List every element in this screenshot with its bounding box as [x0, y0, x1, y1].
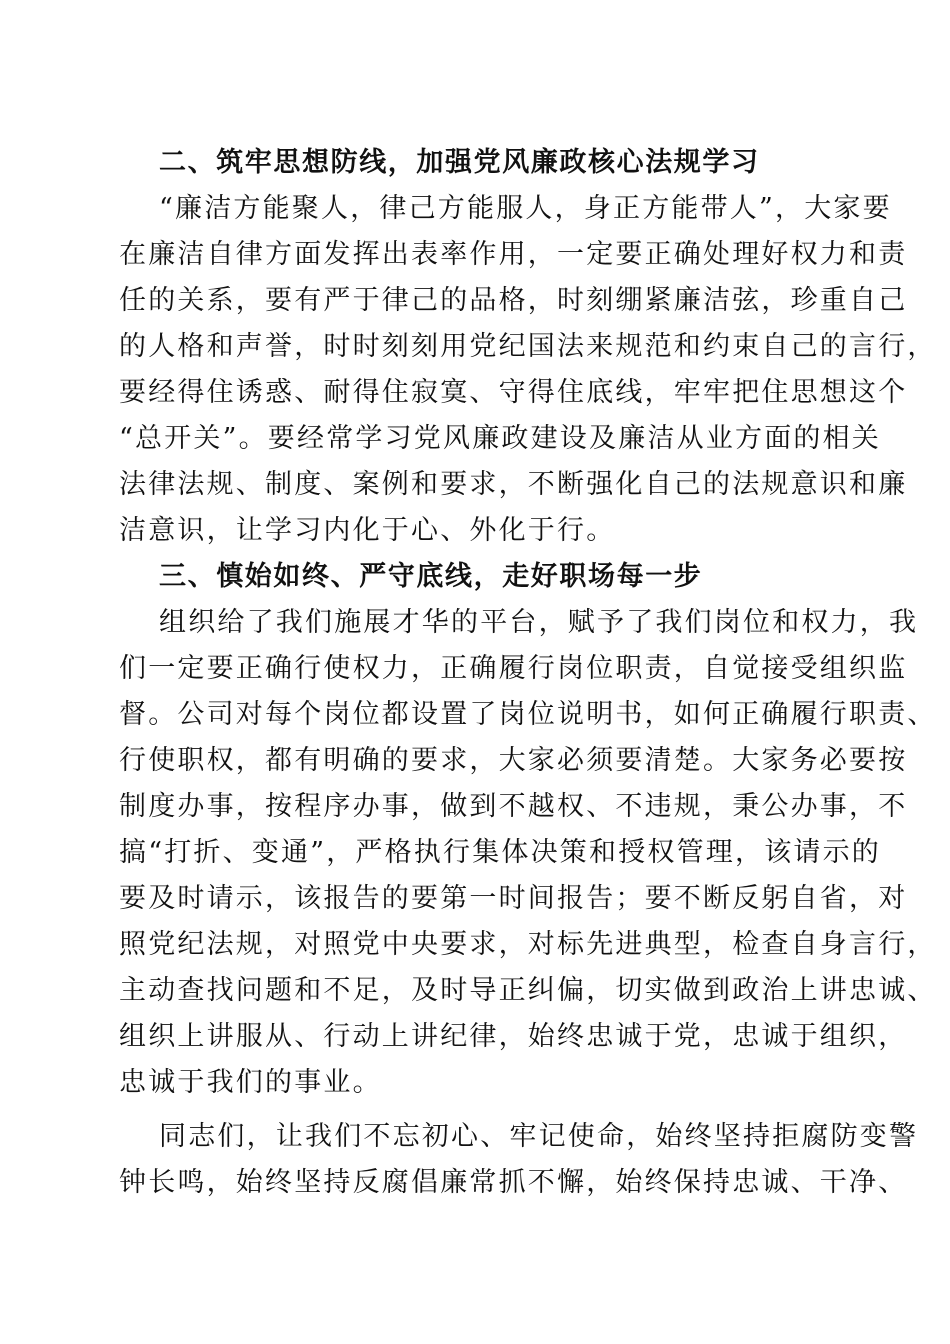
- paragraph-line: 要经得住诱惑、耐得住寂寞、守得住底线，牢牢把住思想这个: [119, 377, 908, 408]
- section-heading-3: 三、慎始如终、严守底线，走好职场每一步: [159, 561, 703, 592]
- paragraph-line: 任的关系，要有严于律己的品格，时刻绷紧廉洁弦，珍重自己: [119, 285, 908, 316]
- paragraph-line: 督。公司对每个岗位都设置了岗位说明书，如何正确履行职责、: [119, 699, 937, 730]
- paragraph-line: 照党纪法规，对照党中央要求，对标先进典型，检查自身言行，: [119, 929, 937, 960]
- paragraph-line: 组织给了我们施展才华的平台，赋予了我们岗位和权力，我: [159, 607, 919, 638]
- paragraph-line: 搞“打折、变通”，严格执行集体决策和授权管理，该请示的: [119, 837, 882, 868]
- paragraph-gap: [119, 1106, 839, 1114]
- paragraph-line: 行使职权，都有明确的要求，大家必须要清楚。大家务必要按: [119, 745, 908, 776]
- paragraph-line: 组织上讲服从、行动上讲纪律，始终忠诚于党，忠诚于组织，: [119, 1021, 908, 1052]
- paragraph-line: 忠诚于我们的事业。: [119, 1067, 382, 1098]
- paragraph-line: 的人格和声誉，时时刻刻用党纪国法来规范和约束自己的言行，: [119, 331, 937, 362]
- paragraph-line: 主动查找问题和不足，及时导正纠偏，切实做到政治上讲忠诚、: [119, 975, 937, 1006]
- paragraph-line: 要及时请示，该报告的要第一时间报告；要不断反躬自省，对: [119, 883, 908, 914]
- section-heading-2: 二、筑牢思想防线，加强党风廉政核心法规学习: [159, 147, 760, 178]
- paragraph-line: 制度办事，按程序办事，做到不越权、不违规，秉公办事，不: [119, 791, 908, 822]
- paragraph-line: “总开关”。要经常学习党风廉政建设及廉洁从业方面的相关: [119, 423, 882, 454]
- paragraph-line: “廉洁方能聚人，律己方能服人，身正方能带人”，大家要: [159, 193, 892, 224]
- paragraph-line: 洁意识，让学习内化于心、外化于行。: [119, 515, 616, 546]
- paragraph-line: 法律法规、制度、案例和要求，不断强化自己的法规意识和廉: [119, 469, 908, 500]
- paragraph-line: 在廉洁自律方面发挥出表率作用，一定要正确处理好权力和责: [119, 239, 908, 270]
- paragraph-line: 钟长鸣，始终坚持反腐倡廉常抓不懈，始终保持忠诚、干净、: [119, 1167, 908, 1198]
- paragraph-line: 们一定要正确行使权力，正确履行岗位职责，自觉接受组织监: [119, 653, 908, 684]
- document-body: [119, 140, 937, 1206]
- paragraph-line: 同志们，让我们不忘初心、牢记使命，始终坚持拒腐防变警: [159, 1121, 919, 1152]
